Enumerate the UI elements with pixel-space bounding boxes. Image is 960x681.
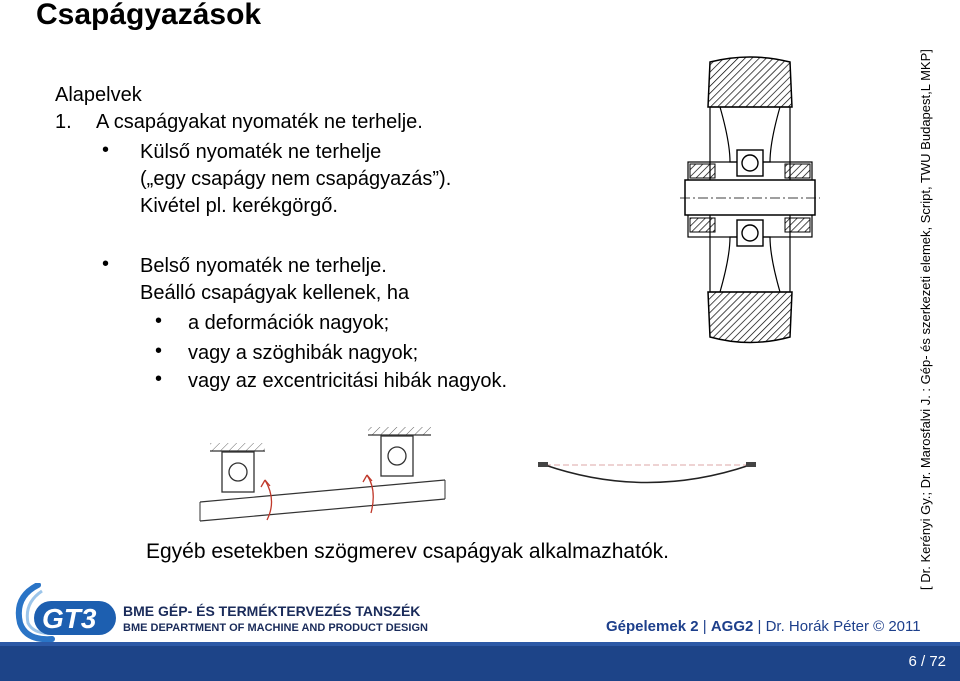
footer-separator: | (702, 618, 707, 635)
bearing-misalignment-diagram (195, 425, 455, 525)
subtitle: Alapelvek (55, 84, 142, 106)
footer-author: Dr. Horák Péter © 2011 (765, 618, 921, 635)
department-en: BME DEPARTMENT OF MACHINE AND PRODUCT DESIGN (123, 622, 428, 634)
footer-course-info (606, 618, 921, 635)
item1-number: 1. (55, 111, 72, 133)
footer-course: Gépelemek 2 (606, 618, 699, 635)
wheel-roller-drawing (680, 52, 820, 352)
outer-line2: („egy csapágy nem csapágyazás”). (140, 168, 452, 190)
caption: Egyéb esetekben szögmerev csapágyak alkalmazhatók. (146, 540, 669, 563)
bullet-dot-icon: • (155, 310, 163, 332)
subitem-deformation: a deformációk nagyok; (188, 312, 390, 334)
footer-code: AGG2 (710, 618, 754, 635)
bullet-dot-icon: • (102, 139, 110, 161)
footer-band (0, 646, 960, 681)
footer-separator: | (757, 618, 762, 635)
outer-line1: Külső nyomaték ne terhelje (140, 141, 382, 163)
subitem-eccentricity: vagy az excentricitási hibák nagyok. (188, 370, 508, 392)
source-citation: [ Dr. Kerényi Gy.; Dr. Marosfalvi J. : Gép- és szerkezeti elemek, Script, TWU Budapest,L MKP] (918, 49, 933, 590)
logo-mark: GT3 (42, 603, 97, 634)
bullet-dot-icon: • (155, 340, 163, 362)
bullet-dot-icon: • (102, 253, 110, 275)
subitem-angle-error: vagy a szöghibák nagyok; (188, 342, 419, 364)
outer-line3: Kivétel pl. kerékgörgő. (140, 195, 338, 217)
item1-text: A csapágyakat nyomaték ne terhelje. (96, 111, 423, 133)
bullet-dot-icon: • (155, 368, 163, 390)
page-title: Csapágyazások (36, 0, 262, 31)
department-hu: BME GÉP- ÉS TERMÉKTERVEZÉS TANSZÉK (123, 603, 421, 619)
inner-line1: Belső nyomaték ne terhelje. (140, 255, 387, 277)
page-number: 6 / 72 (908, 653, 946, 670)
inner-line2: Beálló csapágyak kellenek, ha (140, 282, 410, 304)
gt3-logo (12, 583, 122, 648)
deflected-shaft-diagram (535, 455, 760, 495)
